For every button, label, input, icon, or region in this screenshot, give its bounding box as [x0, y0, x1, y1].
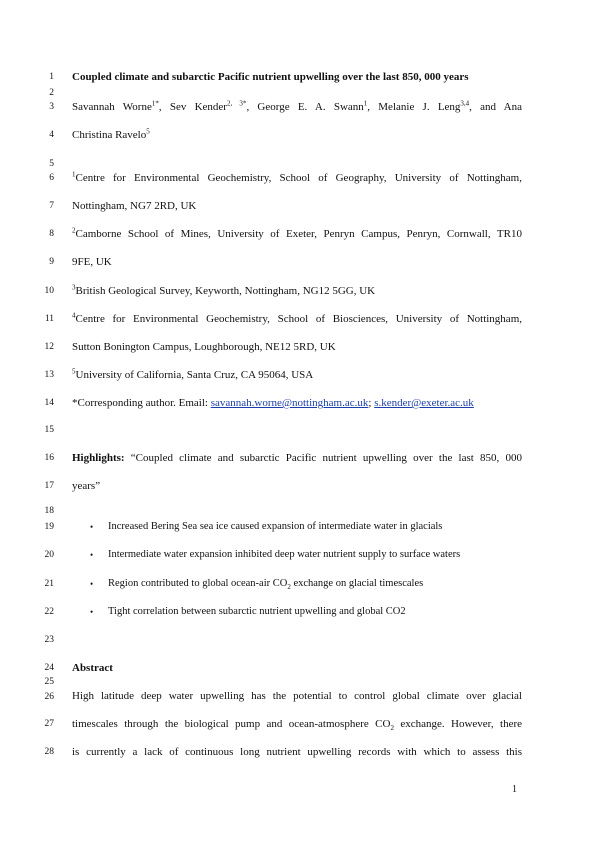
abstract-line: High latitude deep water upwelling has the potential to control global climate over glacial [72, 690, 522, 702]
line-number: 4 [49, 130, 54, 140]
line-number: 24 [44, 663, 54, 673]
line-number: 7 [49, 201, 54, 211]
highlight-item: Tight correlation between subarctic nutrient upwelling and global CO2 [108, 606, 406, 617]
corresponding-author: *Corresponding author. Email: savannah.worne@nottingham.ac.uk; s.kender@exeter.ac.uk [72, 397, 474, 409]
highlights-title: Highlights: “Coupled climate and subarctic Pacific nutrient upwelling over the last 850, 000 [72, 452, 522, 464]
line-number: 18 [44, 506, 54, 516]
line-number: 20 [44, 550, 54, 560]
bullet-icon: • [90, 607, 94, 617]
line-number: 21 [44, 579, 54, 589]
page-number: 1 [512, 784, 517, 795]
email-link-kender[interactable]: s.kender@exeter.ac.uk [374, 397, 474, 409]
affiliation-4-cont: Sutton Bonington Campus, Loughborough, NE12 5RD, UK [72, 341, 336, 353]
bullet-icon: • [90, 550, 94, 560]
line-number: 14 [44, 398, 54, 408]
line-number: 23 [44, 635, 54, 645]
affiliation-2-cont: 9FE, UK [72, 256, 112, 268]
highlight-item: Region contributed to global ocean-air $CO_2$ exchange on glacial timescales [108, 578, 424, 592]
highlights-title-cont: years” [72, 480, 101, 492]
line-number: 13 [44, 370, 54, 380]
affiliation-1-cont: Nottingham, NG7 2RD, UK [72, 200, 197, 212]
author-list-cont: Christina Ravelo$^5$ [72, 127, 150, 141]
line-number: 16 [44, 453, 54, 463]
paper-title: Coupled climate and subarctic Pacific nutrient upwelling over the last 850, 000 years [72, 71, 469, 83]
line-number: 2 [49, 88, 54, 98]
highlight-item: Intermediate water expansion inhibited deep water nutrient supply to surface waters [108, 549, 461, 560]
line-number: 15 [44, 425, 54, 435]
affiliation-1: $^1$Centre for Environmental Geochemistry, School of Geography, University of Nottingham, [72, 170, 522, 184]
abstract-line: is currently a lack of continuous long nutrient upwelling records with which to assess this [72, 746, 522, 758]
bullet-icon: • [90, 522, 94, 532]
line-number: 12 [44, 342, 54, 352]
author-list: Savannah Worne$^{1*}$, Sev Kender$^{2, 3*}$, George E. A. Swann$^1$, Melanie J. Leng$^{3,4}$, and Ana [72, 99, 522, 113]
highlight-item: Increased Bering Sea sea ice caused expansion of intermediate water in glacials [108, 521, 443, 532]
bullet-icon: • [90, 579, 94, 589]
abstract-heading: Abstract [72, 662, 113, 674]
line-number: 10 [44, 286, 54, 296]
line-number: 6 [49, 173, 54, 183]
line-number: 26 [44, 692, 54, 702]
line-number: 1 [49, 72, 54, 82]
abstract-line: timescales through the biological pump and ocean-atmosphere $CO_2$ exchange. However, there [72, 718, 522, 733]
line-number: 3 [49, 102, 54, 112]
line-number: 11 [44, 314, 54, 324]
affiliation-2: $^2$Camborne School of Mines, University of Exeter, Penryn Campus, Penryn, Cornwall, TR10 [72, 226, 522, 240]
line-number: 19 [44, 522, 54, 532]
line-number: 5 [49, 159, 54, 169]
affiliation-5: $^5$University of California, Santa Cruz, CA 95064, USA [72, 367, 314, 381]
affiliation-4: $^4$Centre for Environmental Geochemistry, School of Biosciences, University of Nottingham, [72, 311, 522, 325]
affiliation-3: $^3$British Geological Survey, Keyworth, Nottingham, NG12 5GG, UK [72, 283, 376, 297]
line-number: 22 [44, 607, 54, 617]
line-number: 17 [44, 481, 54, 491]
email-link-worne[interactable]: savannah.worne@nottingham.ac.uk [210, 397, 369, 409]
line-number: 8 [49, 229, 54, 239]
line-number: 28 [44, 747, 54, 757]
line-number: 9 [49, 257, 54, 267]
line-number: 27 [44, 719, 54, 729]
line-number: 25 [44, 677, 54, 687]
